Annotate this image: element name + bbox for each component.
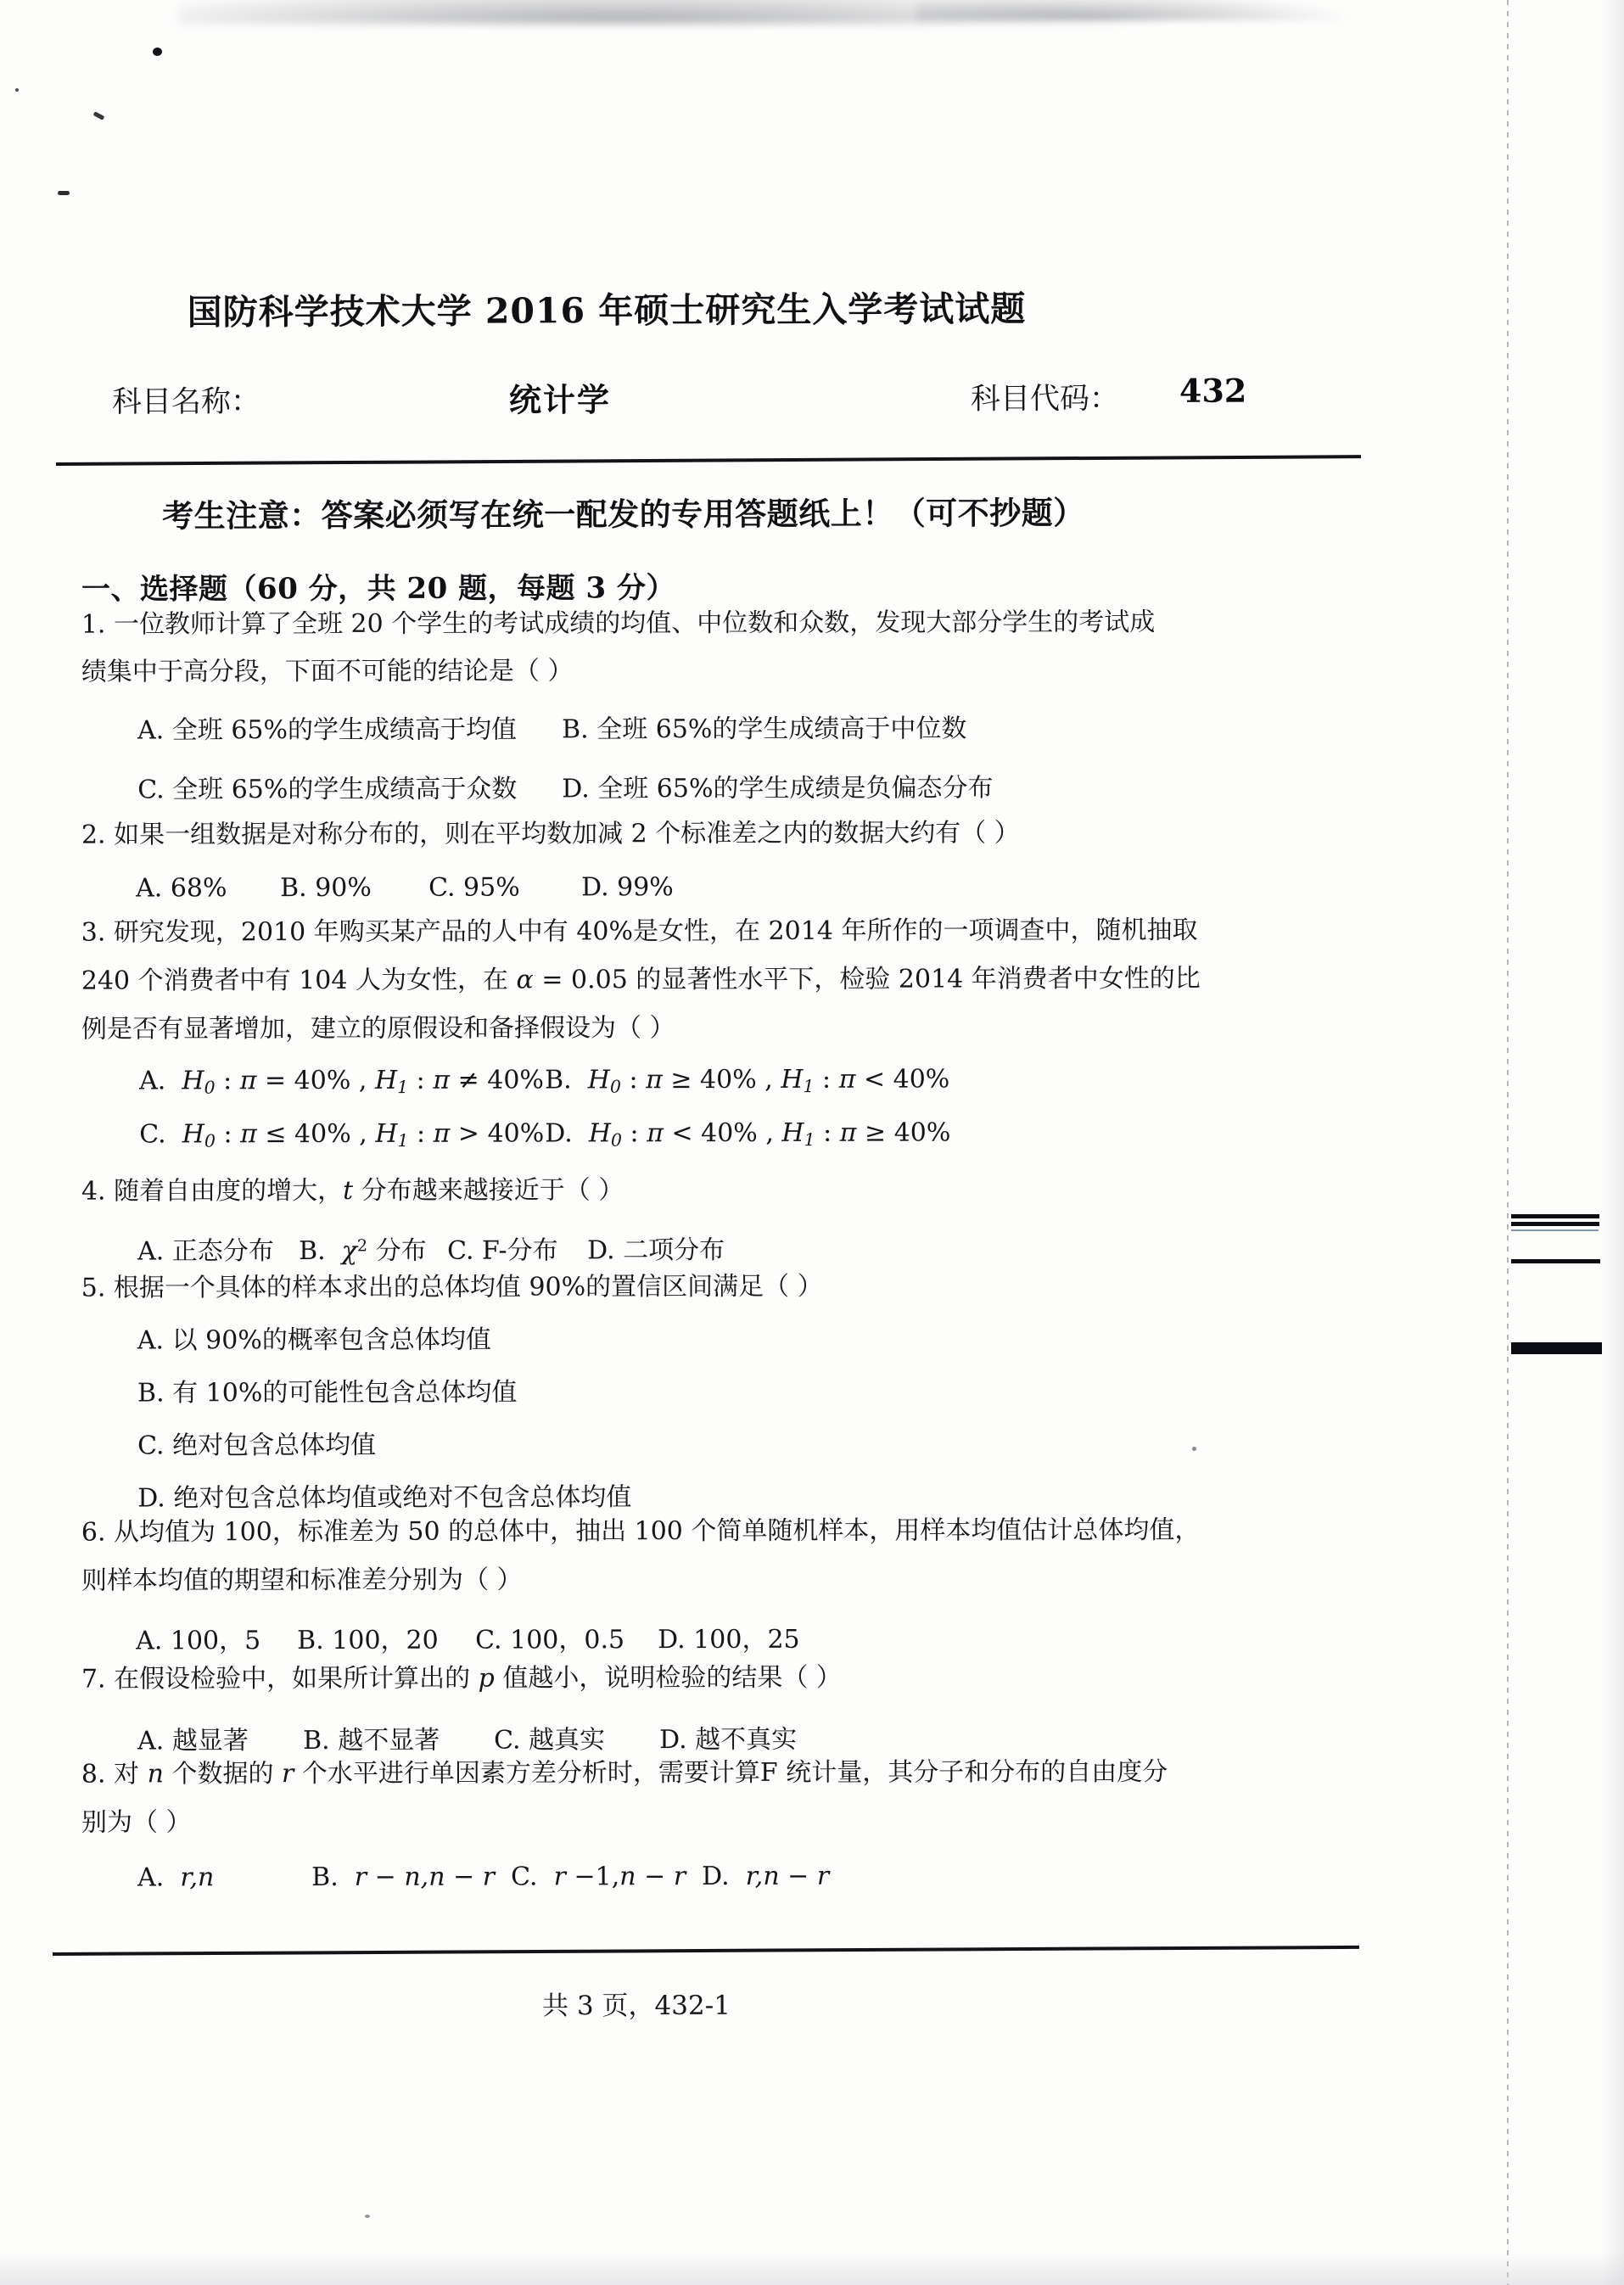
option-b[interactable]: B. r − n,n − r	[311, 1862, 496, 1893]
option-a[interactable]: A. r,n	[137, 1862, 215, 1893]
option-row	[81, 1117, 1371, 1151]
option-row	[81, 765, 1371, 805]
subject-row	[111, 371, 1247, 423]
option-row	[81, 1063, 1371, 1097]
option-a[interactable]: A. 100，5	[136, 1626, 261, 1656]
page-bottom-shadow	[0, 2251, 1624, 2285]
scan-edge-seam	[1507, 0, 1509, 2285]
question-text-line: 别为（ ）	[81, 1807, 192, 1838]
question-text-line: 240 个消费者中有 104 人为女性，在 α = 0.05 的显著性水平下，检验 2014 年消费者中女性的比	[81, 963, 1201, 996]
question-block	[81, 1664, 1371, 1756]
scan-edge-bar	[1511, 1214, 1599, 1218]
option-c[interactable]: C. r −1,n − r	[511, 1862, 686, 1892]
scan-speck	[15, 88, 19, 92]
option-a[interactable]: A. $H_0$ : π = 40% , $H_1$ : π ≠ 40%	[139, 1065, 544, 1098]
scan-smudge-artifact-secondary	[916, 0, 1358, 20]
scan-speck	[365, 2215, 370, 2218]
option-c[interactable]: C. 95%	[428, 872, 520, 903]
question-block	[81, 1517, 1371, 1656]
option-d[interactable]: D. 100，25	[658, 1624, 800, 1655]
option-d[interactable]: D. 绝对包含总体均值或绝对不包含总体均值	[137, 1482, 632, 1514]
option-b[interactable]: B. $\chi^2$ 分布	[299, 1235, 427, 1267]
option-c[interactable]: C. $H_0$ : π ≤ 40% , $H_1$ : π > 40%	[139, 1118, 545, 1151]
question-text-line: 4. 随着自由度的增大，t 分布越来越接近于（ ）	[81, 1175, 624, 1207]
option-d[interactable]: D. $H_0$ : π < 40% , $H_1$ : π ≥ 40%	[545, 1117, 951, 1151]
option-b[interactable]: B. 有 10%的可能性包含总体均值	[137, 1377, 518, 1409]
subject-label: 科目名称：	[111, 384, 261, 420]
option-row	[81, 871, 1371, 903]
scan-edge-bar	[1511, 1222, 1599, 1226]
option-b[interactable]: B. 全班 65%的学生成绩高于中位数	[562, 714, 967, 745]
option-c[interactable]: C. F-分布	[447, 1235, 558, 1266]
option-c[interactable]: C. 越真实	[494, 1725, 606, 1756]
subject-code-label: 科目代码：	[970, 382, 1120, 417]
question-text-line: 1. 一位教师计算了全班 20 个学生的考试成绩的均值、中位数和众数，发现大部分学生的考试成	[81, 607, 1156, 640]
page-title: 国防科学技术大学 2016 年硕士研究生入学考试试题	[187, 288, 1027, 333]
scan-edge-bar	[1511, 1259, 1600, 1263]
option-b[interactable]: B. 100，20	[297, 1625, 439, 1656]
option-a[interactable]: A. 全班 65%的学生成绩高于均值	[137, 714, 518, 746]
option-a[interactable]: A. 越显著	[137, 1726, 249, 1756]
question-text-line: 2. 如果一组数据是对称分布的，则在平均数加减 2 个标准差之内的数据大约有（ ）	[81, 818, 1020, 850]
option-b[interactable]: B. 90%	[280, 872, 372, 904]
option-c[interactable]: C. 绝对包含总体均值	[137, 1430, 377, 1461]
scan-edge-bar	[1511, 1342, 1602, 1354]
footer-divider	[53, 1946, 1359, 1956]
header-divider	[56, 455, 1361, 466]
candidate-notice: 考生注意：答案必须写在统一配发的专用答题纸上！（可不抄题）	[162, 494, 1085, 535]
option-row	[81, 1616, 1371, 1656]
subject-value: 统计学	[508, 380, 612, 419]
option-b[interactable]: B. $H_0$ : π ≥ 40% , $H_1$ : π < 40%	[545, 1064, 950, 1097]
option-d[interactable]: D. 99%	[581, 872, 674, 903]
option-c[interactable]: C. 100，0.5	[475, 1625, 625, 1655]
question-text-line: 3. 研究发现，2010 年购买某产品的人中有 40%是女性，在 2014 年所作的一项调查中，随机抽取	[81, 915, 1198, 948]
option-row	[81, 1860, 1371, 1892]
option-row	[81, 1227, 1371, 1267]
question-text-line: 8. 对 n 个数据的 r 个水平进行单因素方差分析时，需要计算F 统计量，其分子和分布的自由度分	[81, 1756, 1168, 1789]
question-text-line: 6. 从均值为 100，标准差为 50 的总体中，抽出 100 个简单随机样本，用样本均值估计总体均值，	[81, 1515, 1201, 1548]
option-row	[81, 706, 1371, 746]
scan-edge-bar	[1511, 1229, 1599, 1231]
option-b[interactable]: B. 越不显著	[303, 1725, 440, 1756]
question-block	[81, 1176, 1371, 1267]
question-block	[81, 917, 1372, 1151]
question-text-line: 例是否有显著增加，建立的原假设和备择假设为（ ）	[81, 1013, 675, 1044]
section-heading: 一、选择题（60 分，共 20 题，每题 3 分）	[81, 571, 676, 607]
option-d[interactable]: D. r,n − r	[702, 1861, 830, 1892]
option-d[interactable]: D. 越不真实	[659, 1724, 798, 1756]
option-row	[81, 1717, 1371, 1756]
question-block	[81, 1756, 1371, 1893]
question-block	[81, 820, 1371, 903]
page-edge-shadow	[1602, 0, 1624, 2285]
scan-speck	[153, 48, 162, 56]
option-c[interactable]: C. 全班 65%的学生成绩高于众数	[137, 774, 518, 805]
scan-speck	[93, 111, 105, 120]
scan-speck	[58, 191, 70, 195]
subject-code-value: 432	[1179, 371, 1247, 410]
page-footer: 共 3 页，432-1	[542, 1990, 731, 2022]
question-block	[81, 1271, 1372, 1514]
option-a[interactable]: A. 以 90%的概率包含总体均值	[137, 1325, 491, 1356]
option-d[interactable]: D. 全班 65%的学生成绩是负偏态分布	[562, 773, 994, 804]
option-d[interactable]: D. 二项分布	[587, 1235, 725, 1266]
question-text-line: 5. 根据一个具体的样本求出的总体均值 90%的置信区间满足（ ）	[81, 1271, 823, 1303]
question-block	[81, 609, 1371, 805]
option-a[interactable]: A. 正态分布	[137, 1236, 274, 1267]
question-text-line: 绩集中于高分段，下面不可能的结论是（ ）	[81, 656, 574, 687]
question-text-line: 则样本均值的期望和标准差分别为（ ）	[81, 1565, 523, 1596]
option-a[interactable]: A. 68%	[136, 873, 227, 904]
question-text-line: 7. 在假设检验中，如果所计算出的 p 值越小，说明检验的结果（ ）	[81, 1662, 842, 1694]
